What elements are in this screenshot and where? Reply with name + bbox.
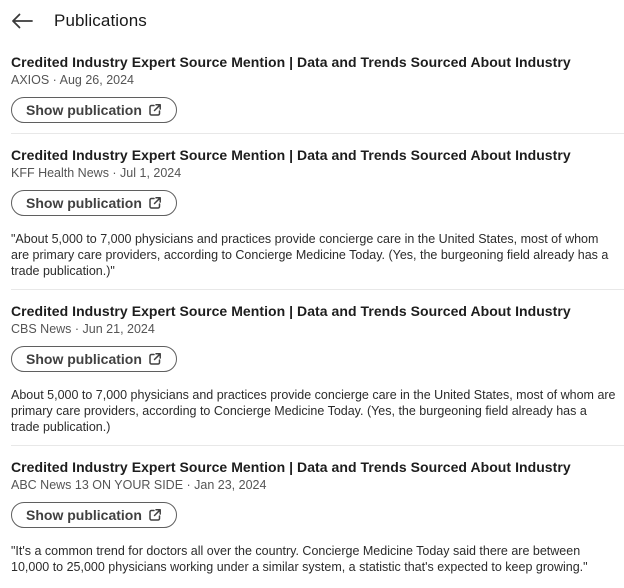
external-link-icon bbox=[148, 196, 162, 210]
publication-meta: AXIOS · Aug 26, 2024 bbox=[11, 73, 134, 87]
publication-title: Credited Industry Expert Source Mention | Data and Trends Sourced About Industry bbox=[11, 459, 571, 475]
publication-meta: CBS News · Jun 21, 2024 bbox=[11, 322, 155, 336]
external-link-icon bbox=[148, 508, 162, 522]
external-link-icon bbox=[148, 352, 162, 366]
show-publication-button[interactable] bbox=[11, 190, 177, 216]
publication-description: "About 5,000 to 7,000 physicians and practices provide concierge care in the United States, most of whom are primary care providers, according to Concierge Medicine Today. (Yes, the burgeoning field already has a trade publication.)" bbox=[11, 232, 609, 278]
publication-meta: ABC News 13 ON YOUR SIDE · Jan 23, 2024 bbox=[11, 478, 267, 492]
publication-item bbox=[11, 290, 624, 446]
publication-title: Credited Industry Expert Source Mention | Data and Trends Sourced About Industry bbox=[11, 54, 571, 70]
publication-title: Credited Industry Expert Source Mention | Data and Trends Sourced About Industry bbox=[11, 147, 571, 163]
external-link-icon bbox=[148, 103, 162, 117]
show-publication-button[interactable] bbox=[11, 502, 177, 528]
publication-description: About 5,000 to 7,000 physicians and practices provide concierge care in the United States, most of whom are primary care providers, according to Concierge Medicine Today. (Yes, the burgeoning field already has a trade publication.) bbox=[11, 388, 616, 434]
back-button[interactable] bbox=[10, 9, 34, 33]
arrow-left-icon bbox=[11, 13, 33, 29]
page-header bbox=[0, 0, 624, 42]
show-publication-label: Show publication bbox=[26, 195, 142, 211]
page-title: Publications bbox=[54, 11, 147, 30]
publication-item bbox=[11, 42, 624, 134]
show-publication-label: Show publication bbox=[26, 351, 142, 367]
publication-description: "It's a common trend for doctors all over the country. Concierge Medicine Today said there are between 10,000 to 25,000 physicians working under a similar system, a statistic that's expected to keep growing." bbox=[11, 544, 588, 574]
publication-meta: KFF Health News · Jul 1, 2024 bbox=[11, 166, 182, 180]
show-publication-button[interactable] bbox=[11, 97, 177, 123]
publication-list bbox=[0, 42, 624, 585]
show-publication-label: Show publication bbox=[26, 102, 142, 118]
publication-item bbox=[11, 446, 624, 585]
publication-item bbox=[11, 134, 624, 290]
show-publication-label: Show publication bbox=[26, 507, 142, 523]
publication-title: Credited Industry Expert Source Mention | Data and Trends Sourced About Industry bbox=[11, 303, 571, 319]
show-publication-button[interactable] bbox=[11, 346, 177, 372]
